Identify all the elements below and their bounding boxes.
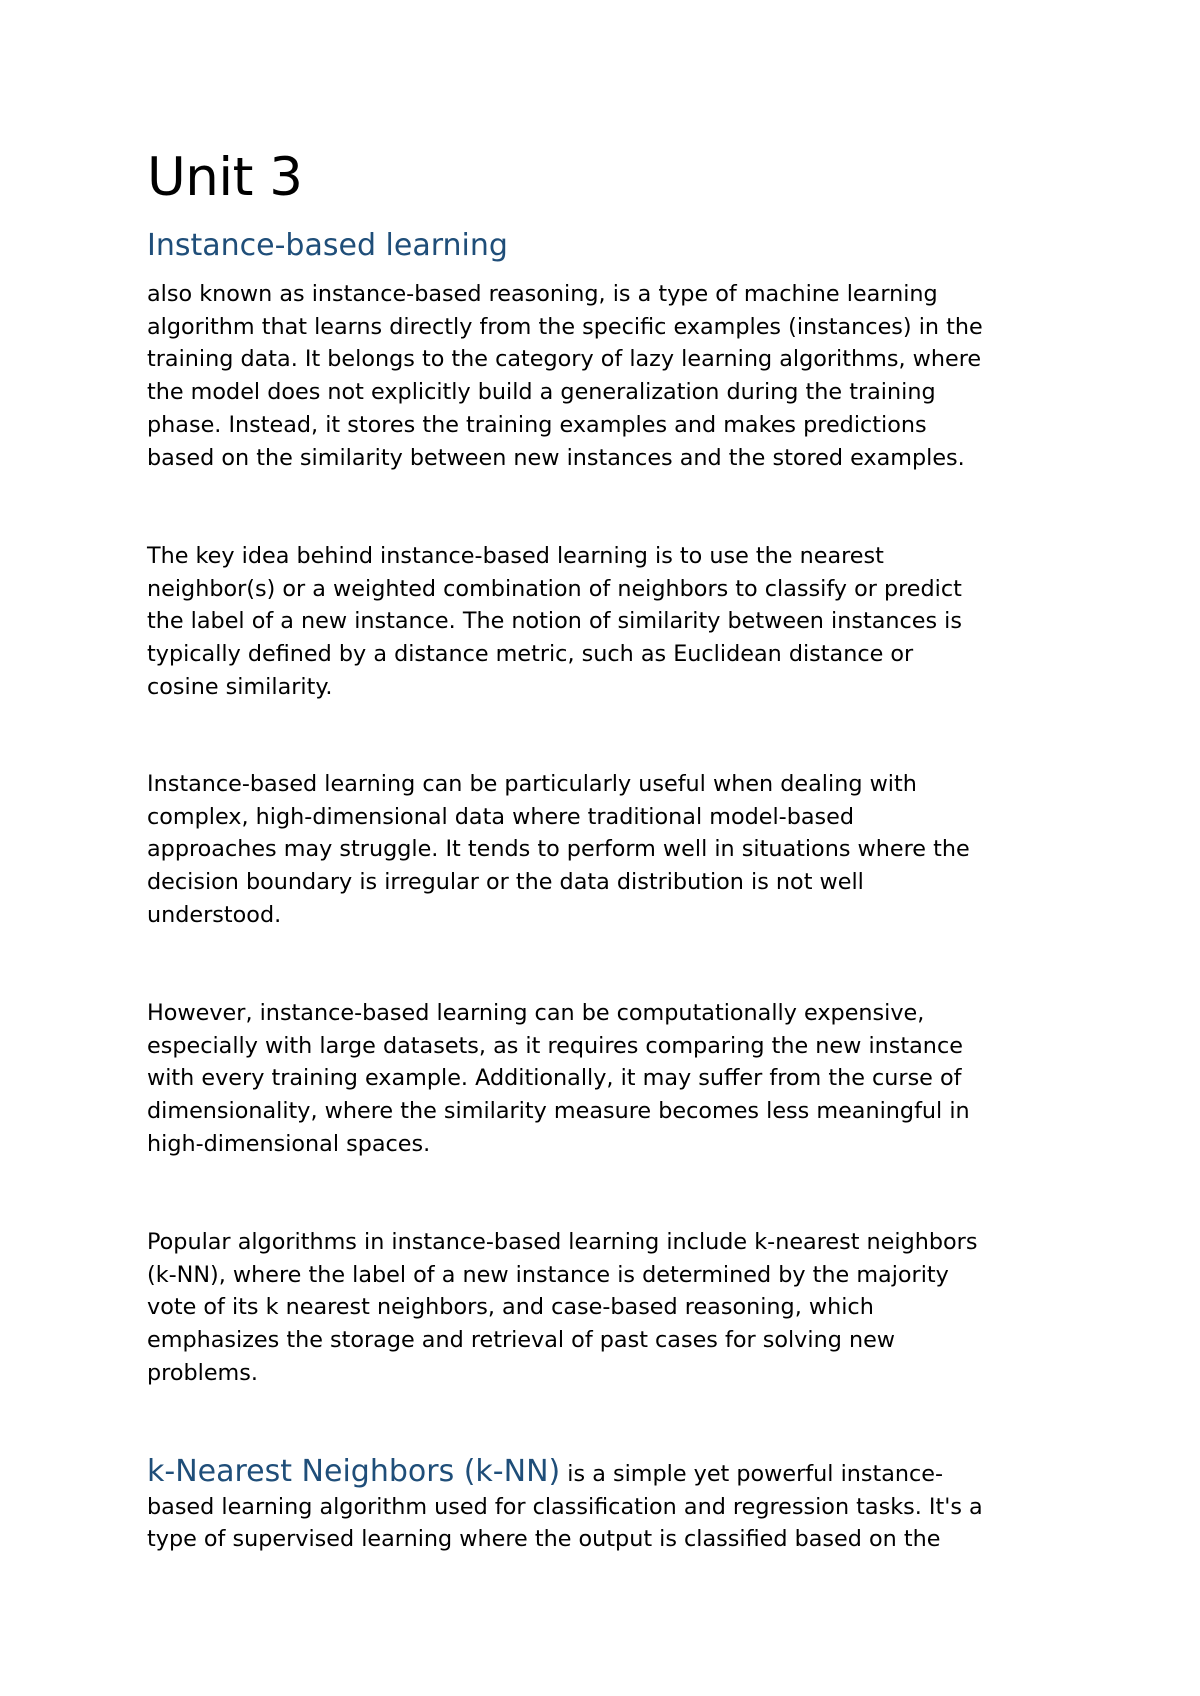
section-heading-instance-based-learning: Instance-based learning [147, 228, 508, 263]
text-line: high-dimensional spaces. [147, 1130, 431, 1157]
text-line: the label of a new instance. The notion of similarity between instances is [147, 608, 962, 635]
text-line: The key idea behind instance-based learning is to use the nearest [147, 543, 884, 569]
text-line: algorithm that learns directly from the specific examples (instances) in the [147, 313, 983, 340]
text-line: based on the similarity between new instances and the stored examples. [147, 444, 965, 471]
text-line: neighbor(s) or a weighted combination of neighbors to classify or predict [147, 575, 962, 602]
paragraph-key-idea [147, 540, 962, 704]
paragraph-drawbacks [147, 997, 970, 1161]
paragraph-definition [147, 278, 983, 474]
text-line: decision boundary is irregular or the data distribution is not well [147, 869, 864, 896]
text-line: (k-NN), where the label of a new instance is determined by the majority [147, 1261, 949, 1288]
text-line: phase. Instead, it stores the training examples and makes predictions [147, 411, 927, 438]
text-line: vote of its k nearest neighbors, and case-based reasoning, which [147, 1294, 874, 1321]
text-line: Instance-based learning can be particularly useful when dealing with [147, 771, 917, 797]
text-line: approaches may struggle. It tends to perform well in situations where the [147, 836, 970, 863]
text-line: cosine similarity. [147, 673, 333, 700]
document-page [147, 0, 1077, 1696]
text-line: the model does not explicitly build a generalization during the training [147, 379, 936, 406]
text-line: with every training example. Additionally, it may suffer from the curse of [147, 1065, 962, 1092]
text-line: also known as instance-based reasoning, is a type of machine learning [147, 281, 938, 307]
text-line: Popular algorithms in instance-based learning include k-nearest neighbors [147, 1229, 978, 1255]
section-heading-knn: k-Nearest Neighbors (k-NN) [147, 1454, 561, 1489]
text-line: understood. [147, 901, 282, 928]
page-title: Unit 3 [147, 147, 303, 208]
paragraph-popular-algorithms [147, 1226, 977, 1390]
text-line: dimensionality, where the similarity measure becomes less meaningful in [147, 1098, 970, 1125]
text-line: emphasizes the storage and retrieval of past cases for solving new [147, 1327, 896, 1354]
text-line: complex, high-dimensional data where traditional model-based [147, 803, 855, 830]
text-line: However, instance-based learning can be computationally expensive, [147, 1000, 925, 1026]
text-line: training data. It belongs to the category of lazy learning algorithms, where [147, 346, 982, 373]
text-line: based learning algorithm used for classification and regression tasks. It's a [147, 1493, 983, 1520]
text-line: is a simple yet powerful instance- [560, 1461, 944, 1487]
paragraph-knn [147, 1456, 983, 1556]
paragraph-usefulness [147, 768, 970, 932]
text-line: type of supervised learning where the output is classified based on the [147, 1526, 941, 1553]
text-line: typically defined by a distance metric, such as Euclidean distance or [147, 641, 914, 668]
text-line: problems. [147, 1359, 258, 1386]
text-line: especially with large datasets, as it requires comparing the new instance [147, 1032, 963, 1059]
